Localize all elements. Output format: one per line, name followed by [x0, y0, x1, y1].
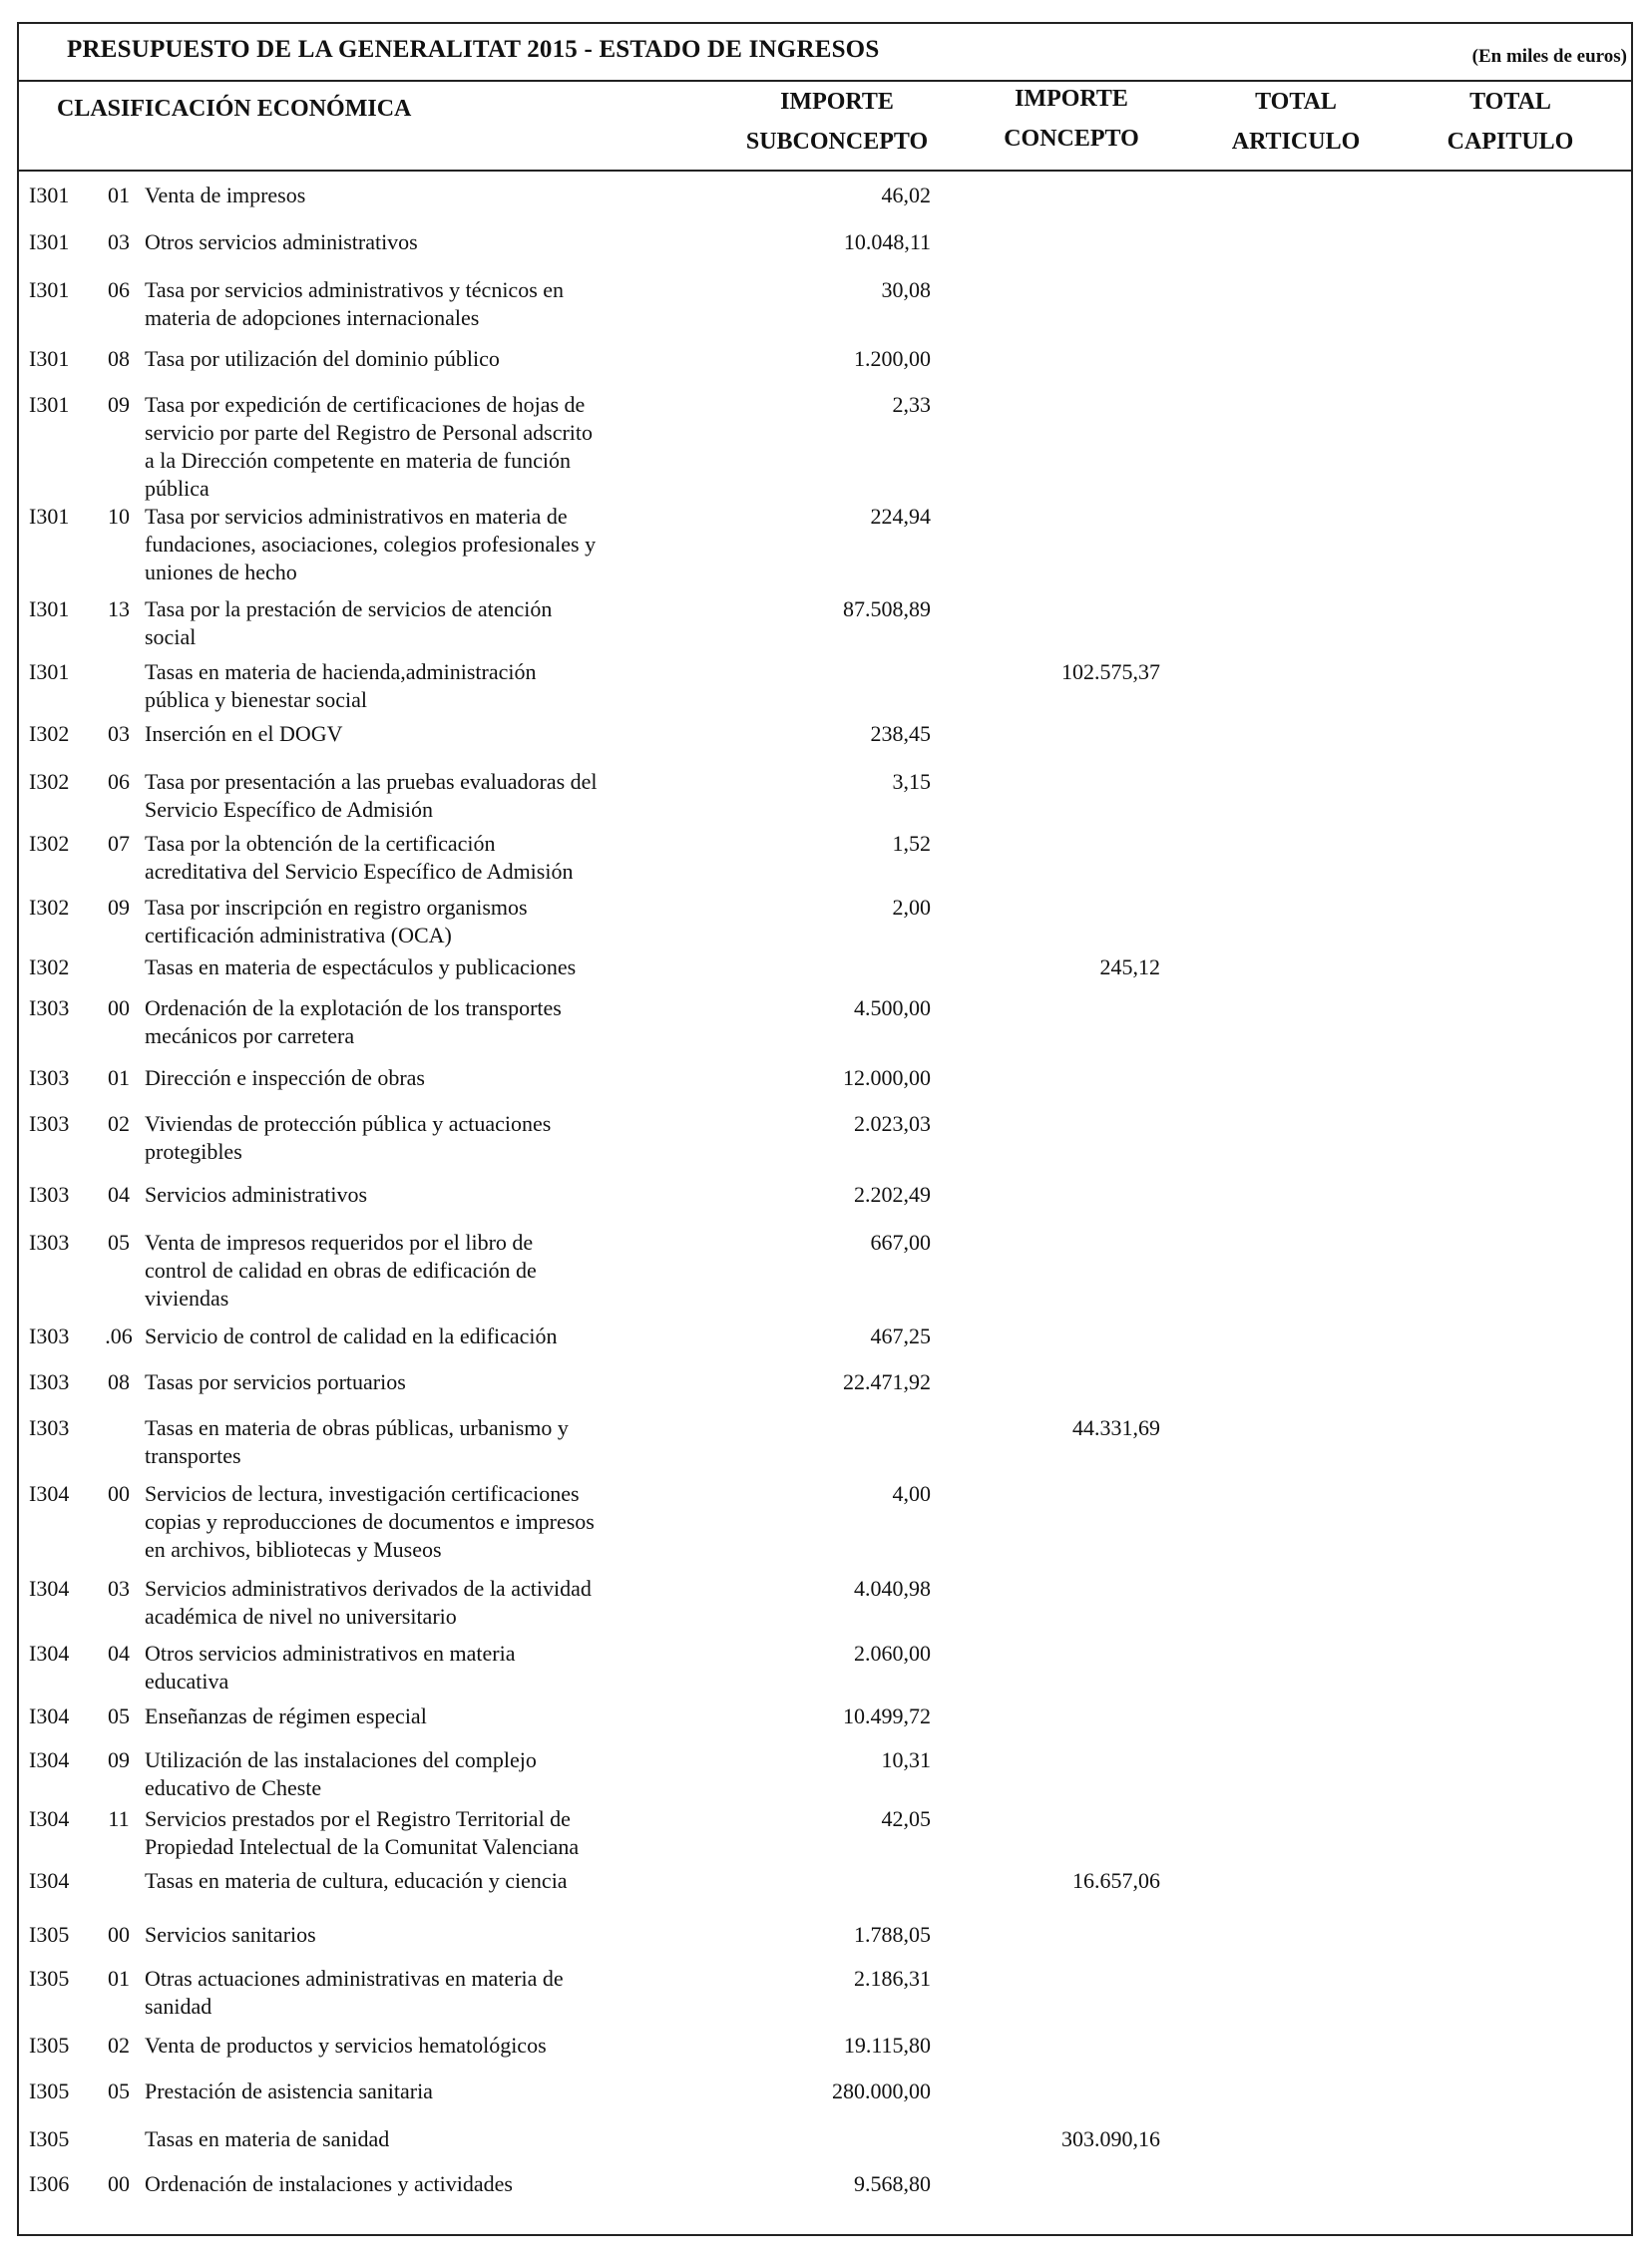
- row-subcode: 05: [108, 1703, 130, 1728]
- row-subcode: 01: [108, 1065, 130, 1090]
- row-importe-subconcepto: 2.060,00: [854, 1641, 931, 1666]
- row-description: Dirección e inspección de obras: [145, 1065, 425, 1090]
- row-subcode: 08: [108, 346, 130, 371]
- row-description: Viviendas de protección pública y actuaciones protegibles: [145, 1111, 552, 1164]
- row-importe-subconcepto: 2.186,31: [854, 1966, 931, 1991]
- row-description: Tasas en materia de cultura, educación y ciencia: [145, 1868, 568, 1893]
- row-subcode: 00: [108, 995, 130, 1020]
- row-code: I301: [29, 504, 70, 529]
- row-description: Tasas por servicios portuarios: [145, 1369, 406, 1394]
- row-importe-subconcepto: 87.508,89: [843, 596, 931, 621]
- row-subcode: 00: [108, 1481, 130, 1506]
- header-concepto: [967, 79, 1176, 159]
- row-code: I305: [29, 2033, 70, 2058]
- row-importe-subconcepto: 4,00: [892, 1481, 931, 1506]
- row-description: Servicios sanitarios: [145, 1922, 316, 1947]
- row-code: I302: [29, 895, 70, 920]
- row-importe-subconcepto: 3,15: [892, 769, 931, 794]
- header-subconcepto-line1: IMPORTE: [780, 89, 894, 115]
- row-importe-subconcepto: 10,31: [881, 1747, 931, 1772]
- row-importe-subconcepto: 4.040,98: [854, 1576, 931, 1601]
- row-code: I303: [29, 1111, 70, 1136]
- row-description: Venta de impresos requeridos por el libro de control de calidad en obras de edificación de viviendas: [145, 1230, 537, 1311]
- row-importe-concepto: 44.331,69: [1072, 1415, 1160, 1440]
- row-subcode: 00: [108, 1922, 130, 1947]
- row-description: Tasa por expedición de certificaciones de hojas de servicio por parte del Registro de Personal adscrito a la Dirección competente en materia de función pública: [145, 392, 594, 501]
- header-capitulo-line2: CAPITULO: [1446, 129, 1574, 155]
- row-importe-subconcepto: 2,33: [892, 392, 931, 417]
- row-code: I303: [29, 1323, 70, 1348]
- row-subcode: 09: [108, 1747, 130, 1772]
- row-subcode: 03: [108, 721, 130, 746]
- row-subcode: 07: [108, 831, 130, 856]
- row-code: I302: [29, 831, 70, 856]
- row-importe-subconcepto: 4.500,00: [854, 995, 931, 1020]
- row-description: Inserción en el DOGV: [145, 721, 343, 746]
- row-description: Servicios prestados por el Registro Territorial de Propiedad Intelectual de la Comunitat Valenciana: [145, 1806, 580, 1859]
- row-description: Tasa por servicios administrativos en materia de fundaciones, asociaciones, colegios profesionales y uniones de hecho: [145, 504, 597, 584]
- row-subcode: 11: [108, 1806, 130, 1831]
- row-importe-subconcepto: 224,94: [870, 504, 931, 529]
- budget-table: [17, 22, 1633, 2236]
- header-articulo: [1196, 82, 1396, 162]
- row-description: Tasas en materia de obras públicas, urbanismo y transportes: [145, 1415, 569, 1468]
- header-subconcepto: [717, 82, 957, 162]
- row-code: I302: [29, 954, 70, 979]
- row-subcode: 03: [108, 229, 130, 254]
- row-description: Servicios administrativos derivados de la actividad académica de nivel no universitario: [145, 1576, 592, 1629]
- header-articulo-line2: ARTICULO: [1231, 129, 1361, 155]
- row-importe-subconcepto: 1,52: [892, 831, 931, 856]
- row-code: I304: [29, 1481, 70, 1506]
- row-importe-concepto: 245,12: [1099, 954, 1160, 979]
- row-description: Venta de impresos: [145, 183, 306, 207]
- row-description: Tasas en materia de sanidad: [145, 2126, 390, 2151]
- row-importe-concepto: 102.575,37: [1061, 659, 1160, 684]
- row-importe-subconcepto: 2,00: [892, 895, 931, 920]
- row-code: I304: [29, 1576, 70, 1601]
- row-description: Servicios administrativos: [145, 1182, 368, 1207]
- row-code: I303: [29, 1182, 70, 1207]
- row-code: I303: [29, 1065, 70, 1090]
- row-subcode: 06: [108, 769, 130, 794]
- row-code: I303: [29, 1369, 70, 1394]
- row-code: I303: [29, 1230, 70, 1255]
- row-code: I305: [29, 1922, 70, 1947]
- row-code: I304: [29, 1641, 70, 1666]
- row-subcode: 00: [108, 2171, 130, 2196]
- row-importe-subconcepto: 1.788,05: [854, 1922, 931, 1947]
- row-importe-subconcepto: 9.568,80: [854, 2171, 931, 2196]
- row-subcode: 06: [108, 277, 130, 302]
- row-description: Tasas en materia de espectáculos y publicaciones: [145, 954, 577, 979]
- row-description: Servicio de control de calidad en la edificación: [145, 1323, 558, 1348]
- row-subcode: 09: [108, 895, 130, 920]
- row-code: I301: [29, 392, 70, 417]
- row-code: I304: [29, 1703, 70, 1728]
- header-bottom-rule: [19, 170, 1631, 172]
- row-importe-subconcepto: 2.023,03: [854, 1111, 931, 1136]
- row-code: I301: [29, 229, 70, 254]
- header-capitulo-line1: TOTAL: [1469, 89, 1551, 115]
- row-code: I305: [29, 1966, 70, 1991]
- row-description: Tasa por presentación a las pruebas evaluadoras del Servicio Específico de Admisión: [145, 769, 598, 822]
- row-description: Tasa por inscripción en registro organismos certificación administrativa (OCA): [145, 895, 528, 947]
- row-description: Tasa por la obtención de la certificación acreditativa del Servicio Específico de Admisión: [145, 831, 574, 884]
- row-code: I302: [29, 721, 70, 746]
- row-subcode: 04: [108, 1641, 130, 1666]
- row-code: I304: [29, 1868, 70, 1893]
- header-clasificacion: CLASIFICACIÓN ECONÓMICA: [57, 96, 412, 122]
- row-code: I301: [29, 596, 70, 621]
- header-concepto-line1: IMPORTE: [1015, 86, 1128, 112]
- row-description: Otras actuaciones administrativas en materia de sanidad: [145, 1966, 564, 2019]
- row-importe-subconcepto: 10.048,11: [843, 229, 931, 254]
- unit-note: (En miles de euros): [1471, 46, 1627, 67]
- row-description: Ordenación de instalaciones y actividades: [145, 2171, 513, 2196]
- row-code: I303: [29, 1415, 70, 1440]
- page-title: PRESUPUESTO DE LA GENERALITAT 2015 - ESTADO DE INGRESOS: [67, 36, 880, 63]
- row-importe-concepto: 16.657,06: [1072, 1868, 1160, 1893]
- row-importe-subconcepto: 467,25: [870, 1323, 931, 1348]
- row-description: Tasa por servicios administrativos y técnicos en materia de adopciones internacionales: [145, 277, 565, 330]
- row-description: Otros servicios administrativos: [145, 229, 418, 254]
- row-subcode: 08: [108, 1369, 130, 1394]
- row-subcode: 03: [108, 1576, 130, 1601]
- row-importe-subconcepto: 280.000,00: [832, 2079, 931, 2103]
- row-code: I305: [29, 2126, 70, 2151]
- header-subconcepto-line2: SUBCONCEPTO: [745, 129, 929, 155]
- row-importe-subconcepto: 42,05: [881, 1806, 931, 1831]
- row-importe-subconcepto: 19.115,80: [843, 2033, 931, 2058]
- row-subcode: 01: [108, 1966, 130, 1991]
- row-code: I301: [29, 277, 70, 302]
- row-subcode: 02: [108, 2033, 130, 2058]
- row-code: I306: [29, 2171, 70, 2196]
- row-code: I302: [29, 769, 70, 794]
- row-description: Prestación de asistencia sanitaria: [145, 2079, 433, 2103]
- row-importe-subconcepto: 2.202,49: [854, 1182, 931, 1207]
- row-subcode: 13: [108, 596, 130, 621]
- row-subcode: 04: [108, 1182, 130, 1207]
- header-articulo-line1: TOTAL: [1255, 89, 1337, 115]
- row-importe-concepto: 303.090,16: [1061, 2126, 1160, 2151]
- row-description: Ordenación de la explotación de los transportes mecánicos por carretera: [145, 995, 562, 1048]
- row-subcode: 01: [108, 183, 130, 207]
- row-description: Tasas en materia de hacienda,administración pública y bienestar social: [145, 659, 537, 712]
- row-description: Otros servicios administrativos en materia educativa: [145, 1641, 516, 1694]
- row-importe-subconcepto: 10.499,72: [843, 1703, 931, 1728]
- row-code: I303: [29, 995, 70, 1020]
- row-subcode: 05: [108, 2079, 130, 2103]
- row-subcode: 05: [108, 1230, 130, 1255]
- row-description: Venta de productos y servicios hematológicos: [145, 2033, 547, 2058]
- row-code: I304: [29, 1747, 70, 1772]
- row-importe-subconcepto: 12.000,00: [843, 1065, 931, 1090]
- row-code: I301: [29, 659, 70, 684]
- row-code: I301: [29, 346, 70, 371]
- row-subcode: 09: [108, 392, 130, 417]
- row-importe-subconcepto: 667,00: [870, 1230, 931, 1255]
- row-code: I305: [29, 2079, 70, 2103]
- row-code: I304: [29, 1806, 70, 1831]
- row-subcode: .06: [105, 1323, 133, 1348]
- row-importe-subconcepto: 1.200,00: [854, 346, 931, 371]
- header-concepto-line2: CONCEPTO: [1004, 126, 1139, 152]
- row-subcode: 10: [108, 504, 130, 529]
- row-subcode: 02: [108, 1111, 130, 1136]
- row-importe-subconcepto: 30,08: [881, 277, 931, 302]
- row-importe-subconcepto: 22.471,92: [843, 1369, 931, 1394]
- row-description: Servicios de lectura, investigación certificaciones copias y reproducciones de documentos e impresos en archivos, bibliotecas y Museos: [145, 1481, 595, 1562]
- header-capitulo: [1411, 82, 1610, 162]
- row-description: Tasa por utilización del dominio público: [145, 346, 500, 371]
- row-code: I301: [29, 183, 70, 207]
- row-importe-subconcepto: 46,02: [881, 183, 931, 207]
- row-description: Enseñanzas de régimen especial: [145, 1703, 427, 1728]
- row-description: Utilización de las instalaciones del complejo educativo de Cheste: [145, 1747, 537, 1800]
- row-description: Tasa por la prestación de servicios de atención social: [145, 596, 553, 649]
- row-importe-subconcepto: 238,45: [870, 721, 931, 746]
